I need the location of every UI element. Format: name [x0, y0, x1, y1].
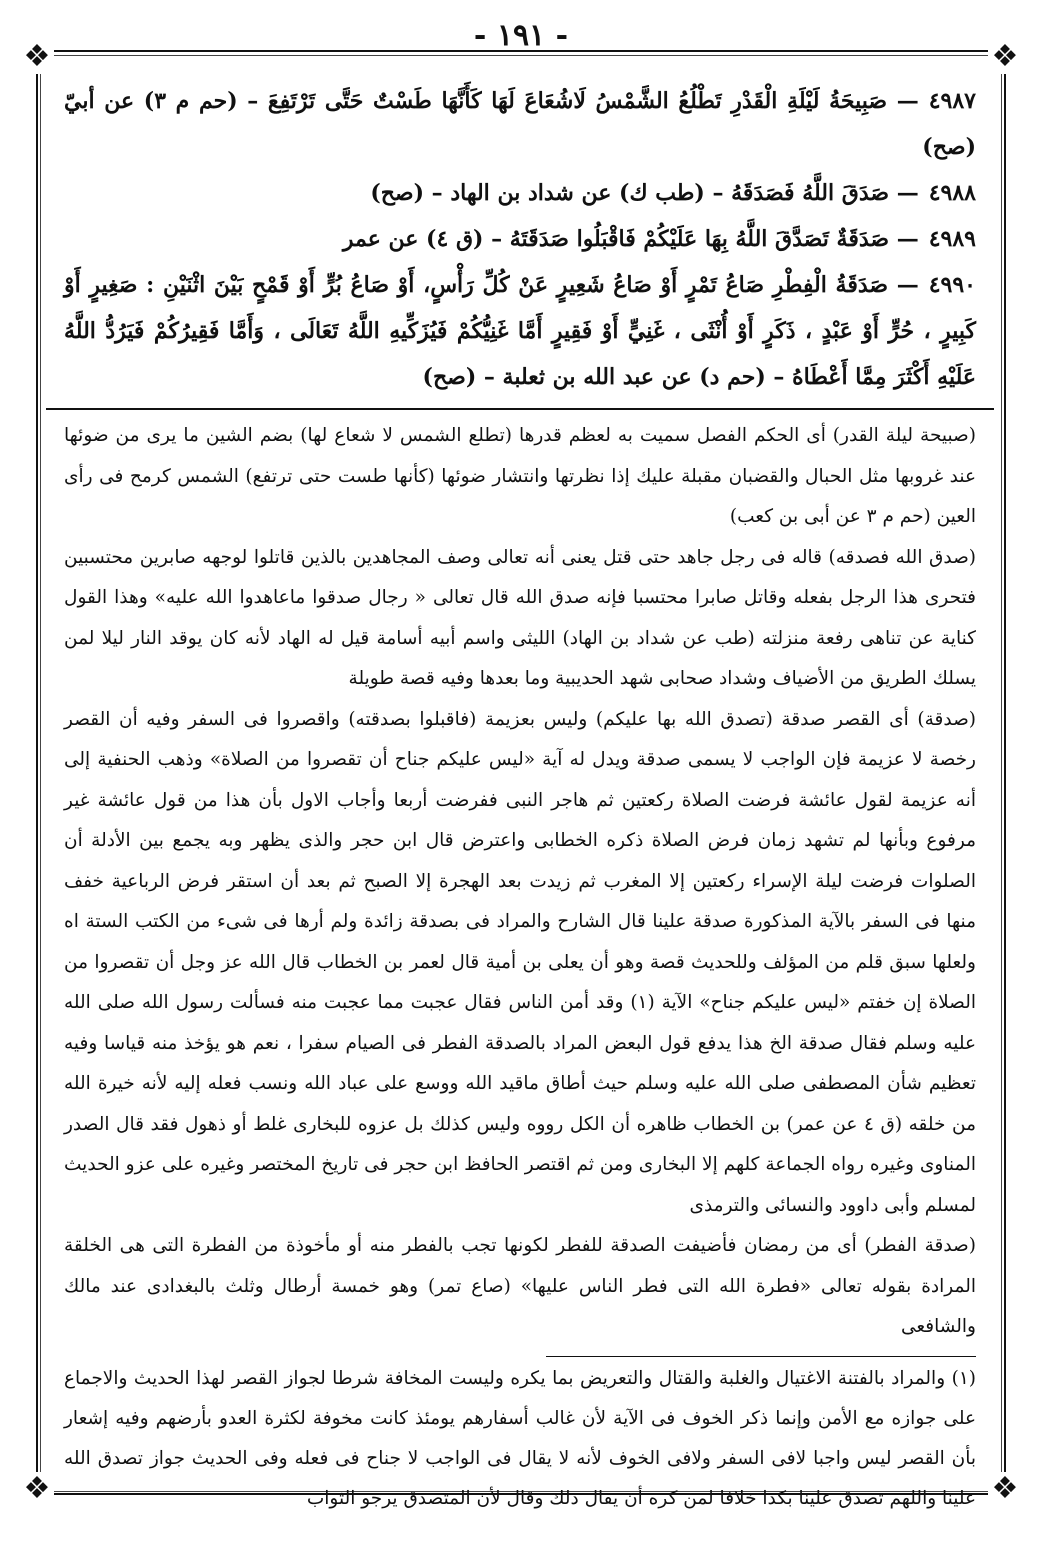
hadith-number: ٤٩٨٨ — [928, 180, 976, 206]
hadith-entry — [64, 216, 976, 262]
section-divider — [46, 408, 994, 410]
commentary-paragraph: (صدقة الفطر) أى من رمضان فأضيفت الصدقة للفطر لكونها تجب بالفطر منه أو مأخوذة من الفطرة التى هى الخلقة المرادة بقوله تعالى «فطرة الله التى فطر الناس عليها» (صاع تمر) وهو خمسة أرطال وثلث بالبغدادى عند مالك والشافعى — [64, 1235, 976, 1337]
hadith-entry — [64, 78, 976, 170]
hadith-text: — صَبِيحَةُ لَيْلَةِ الْقَدْرِ تَطْلُعُ الشَّمْسُ لَاشُعَاعَ لَهَا كَأَنَّهَا طَسْتٌ حَتَّى تَرْتَفِعَ – (حم م ٣) عن أبيّ (صح) — [64, 88, 976, 160]
hadith-entry — [64, 262, 976, 400]
hadith-number: ٤٩٨٩ — [928, 226, 976, 252]
hadith-entry — [64, 170, 976, 216]
commentary-paragraph: (صدق الله فصدقه) قاله فى رجل جاهد حتى قتل يعنى أنه تعالى وصف المجاهدين بالذين قاتلوا لوجهه صابرين محتسبين فتحرى هذا الرجل بفعله وقاتل صابرا محتسبا فإنه صدق الله قال تعالى « رجال صدقوا ماعاهدوا الله عليه» وهذا القول كناية عن تناهى رفعة منزلته (طب عن شداد بن الهاد) الليثى واسم أبيه أسامة قيل له الهاد لأنه كان يوقد النار ليلا لمن يسلك الطريق من الأضياف وشداد صحابى شهد الحديبية وما بعدها وفيه قصة طويلة — [64, 546, 976, 689]
corner-ornament-icon: ❖ — [20, 1472, 54, 1506]
hadith-text: — صَدَقَةُ الْفِطْرِ صَاعُ تَمْرٍ أَوْ صَاعُ شَعِيرٍ عَنْ كُلِّ رَأْسٍ، أَوْ صَاعُ بُرٍّ أَوْ قَمْحٍ بَيْنَ اثْنَيْنِ : صَغِيرٍ أَوْ كَبِيرٍ ، حُرٍّ أَوْ عَبْدٍ ، ذَكَرٍ أَوْ أُنْثَى ، غَنِيٍّ أَوْ فَقِيرٍ أَمَّا غَنِيُّكُمْ فَيُزَكِّيهِ اللَّهُ تَعَالَى ، وَأَمَّا فَقِيرُكُمْ فَيَرُدُّ اللَّهُ عَلَيْهِ أَكْثَرَ مِمَّا أَعْطَاهُ – (حم د) عن عبد الله بن ثعلبة – (صح) — [64, 272, 976, 390]
hadith-text: — صَدَقَ اللَّهُ فَصَدَقَهُ – (طب ك) عن شداد بن الهاد – (صح) — [370, 180, 919, 206]
hadith-number: ٤٩٩٠ — [928, 272, 976, 298]
corner-ornament-icon: ❖ — [988, 1472, 1022, 1506]
commentary-paragraph: (صدقة) أى القصر صدقة (تصدق الله بها عليكم) وليس بعزيمة (فاقبلوا بصدقته) واقصروا فى السفر وفيه أن القصر رخصة لا عزيمة فإن الواجب لا يسمى صدقة ويدل له آية «ليس عليكم جناح أن تقصروا من الصلاة» وذهب الحنفية إلى أنه عزيمة لقول عائشة فرضت الصلاة ركعتين ثم هاجر النبى ففرضت أربعا وأجاب الاول بأن هذا من قول عائشة غير مرفوع وبأنها لم تشهد زمان فرض الصلاة ذكره الخطابى واعترض قال ابن حجر والذى يظهر وبه يجمع بين الأدلة أن الصلوات فرضت ليلة الإسراء ركعتين إلا المغرب ثم زيدت بعد الهجرة إلا الصبح ثم بعد أن استقر فرض الرباعية خفف منها فى السفر بالآية المذكورة صدقة علينا قال الشارح والمراد فى بصدقة زائدة ولم أرها فى شىء من الكتب الستة اه ولعلها سبق قلم من المؤلف وللحديث قصة وهو أن يعلى بن أمية قال لعمر بن الخطاب قال الله عز وجل أن تقصروا من الصلاة إن خفتم «ليس عليكم جناح» الآية (١) وقد أمن الناس فقال عجبت مما عجبت منه فسألت رسول الله صلى الله عليه وسلم فقال صدقة الخ هذا يدفع قول البعض المراد بالصدقة الفطر فى الصيام سفرا ، نعم هو يؤخذ منه قياسا وفيه تعظيم شأن المصطفى صلى الله عليه وسلم حيث أطاق ماقيد الله ووسع على عباد الله ونسب فعله إليه لأنه خيرة الله من خلقه (ق ٤ عن عمر) بن الخطاب ظاهره أن الكل رووه وليس كذلك بل عزوه للبخارى غلط أو ذهول فقد قال الصدر المناوى وغيره رواه الجماعة كلهم إلا البخارى ومن ثم اقتصر الحافظ ابن حجر فى تاريخ المختصر وغيره على عزو الحديث لمسلم وأبى داوود والنسائى والترمذى — [64, 708, 976, 1216]
footnote-divider — [546, 1356, 976, 1357]
page-number: - ١٩١ - — [473, 18, 569, 53]
hadith-number: ٤٩٨٧ — [928, 88, 976, 114]
page-content — [64, 78, 976, 1519]
footnote: (١) والمراد بالفتنة الاغتيال والغلبة والقتال والتعريض بما يكره وليست المخافة شرطا لجواز القصر لهذا الحديث والاجماع على جوازه مع الأمن وإنما ذكر الخوف فى الآية لأن غالب أسفارهم يومئذ كانت مخوفة لكثرة العدو بأرضهم وفيه إشعار بأن القصر ليس واجبا لافى السفر ولافى الخوف لأنه لا يقال فى الواجب لا جناح فى فعله وفى الحديث جواز تصدق الله علينا واللهم تصدق علينا بكذا خلافا لمن كره أن يقال ذلك وقال لأن المتصدق يرجو الثواب — [64, 1367, 976, 1509]
commentary-paragraph: (صبيحة ليلة القدر) أى الحكم الفصل سميت به لعظم قدرها (تطلع الشمس لا شعاع لها) بضم الشين ما يرى من ضوئها عند غروبها مثل الحبال والقضبان مقبلة عليك إذا نظرتها وانتشار ضوئها (كأنها طست حتى ترتفع) الشمس كرمح فى رأى العين (حم م ٣ عن أبى بن كعب) — [64, 425, 976, 527]
hadith-text: — صَدَقَةٌ تَصَدَّقَ اللَّهُ بِهَا عَلَيْكُمْ فَاقْبَلُوا صَدَقَتَهُ – (ق ٤) عن عمر — [342, 226, 919, 252]
corner-ornament-icon: ❖ — [20, 40, 54, 74]
corner-ornament-icon: ❖ — [988, 40, 1022, 74]
